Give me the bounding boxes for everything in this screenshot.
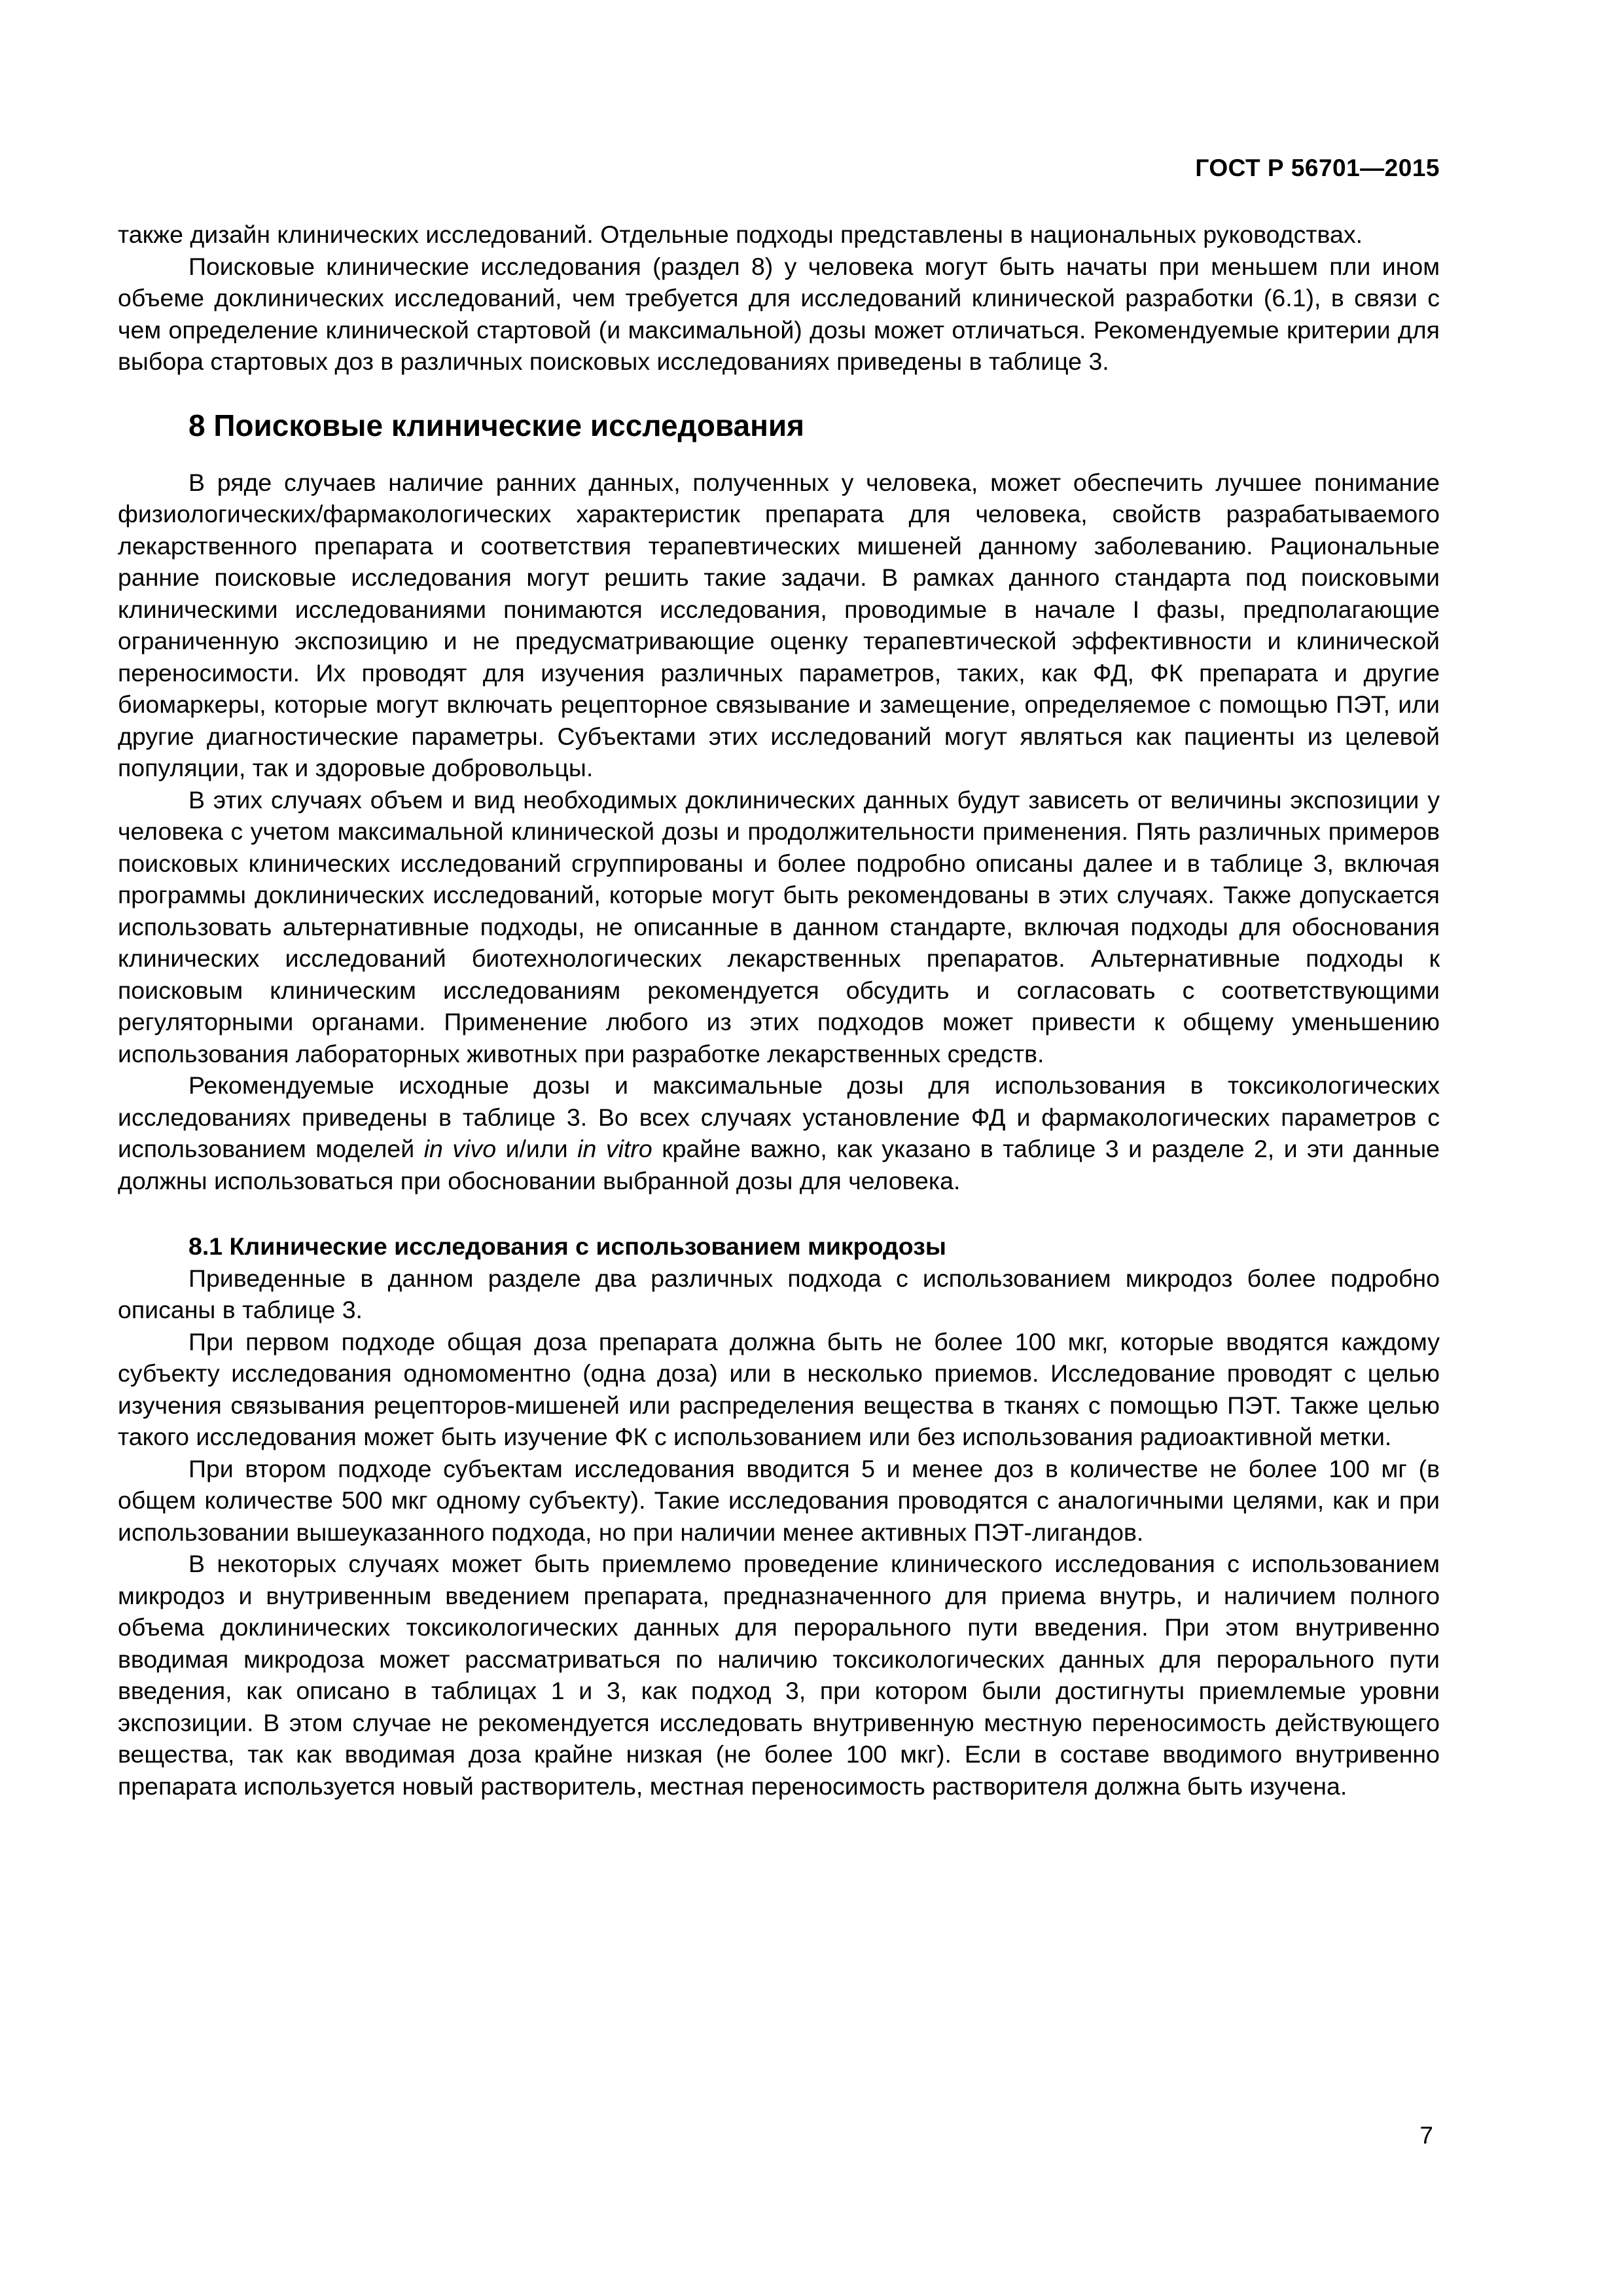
p3-text-b: и/или (496, 1135, 578, 1162)
intro-paragraph-1: также дизайн клинических исследований. Отдельные подходы представлены в национальных руководствах. (118, 221, 1363, 248)
section-8-paragraph-2: В этих случаях объем и вид необходимых доклинических данных будут зависеть от величины экспозиции у человека с учетом максимальной клинической дозы и продолжительности применения. Пять различных примеров поисковых клинических исследований сгруппированы и более подробно описаны далее и в таблице 3, включая программы доклинических исследований, которые могут быть рекомендованы в этих случаях. Также допускается использовать альтернативные подходы, не описанные в данном стандарте, включая подходы для обоснования клинических исследований биотехнологических лекарственных препаратов. Альтернативные подходы к поисковым клиническим исследованиям рекомендуется обсудить и согласовать с соответствующими регуляторными органами. Применение любого из этих подходов может привести к общему уменьшению использования лабораторных животных при разработке лекарственных средств. (118, 785, 1440, 1067)
page-number: 7 (1419, 2122, 1433, 2149)
p3-text-a: Рекомендуемые исходные дозы и максимальные дозы для использования в токсикологических исследованиях приведены в таблице 3. Во всех случаях установление ФД и фармакологических параметров с использованием моделей (118, 1071, 1440, 1162)
section-8-1-paragraph-4: В некоторых случаях может быть приемлемо проведение клинического исследования с использованием микродоз и внутривенным введением препарата, предназначенного для приема внутрь, и наличием полного объема доклинических токсикологических данных для перорального пути введения. При этом внутривенно вводимая микродоза может рассматриваться по наличию токсикологических данных для перорального пути введения, как описано в таблицах 1 и 3, как подход 3, при котором были достигнуты приемлемые уровни экспозиции. В этом случае не рекомендуется исследовать внутривенную местную переносимость действующего вещества, так как вводимая доза крайне низкая (не более 100 мкг). Если в составе вводимого внутривенно препарата используется новый растворитель, местная переносимость растворителя должна быть изучена. (118, 1550, 1440, 1800)
section-8-1-paragraph-1: Приведенные в данном разделе два различных подхода с использованием микродоз более подробно описаны в таблице 3. (118, 1264, 1440, 1323)
document-body (118, 219, 1440, 1802)
intro-paragraph-2: Поисковые клинические исследования (раздел 8) у человека могут быть начаты при меньшем пли ином объеме доклинических исследований, чем требуется для исследований клинической разработки (6.1), в связи с чем определение клинической стартовой (и максимальной) дозы может отличаться. Рекомендуемые критерии для выбора стартовых доз в различных поисковых исследованиях приведены в таблице 3. (118, 252, 1440, 375)
section-8-1-paragraph-2: При первом подходе общая доза препарата должна быть не более 100 мкг, которые вводятся каждому субъекту исследования одномоментно (одна доза) или в несколько приемов. Исследование проводят с целью изучения связывания рецепторов-мишеней или распределения вещества в тканях с помощью ПЭТ. Также целью такого исследования может быть изучение ФК с использованием или без использования радиоактивной метки. (118, 1327, 1440, 1450)
section-8-heading: 8 Поисковые клинические исследования (188, 408, 805, 442)
section-8-paragraph-3 (118, 1069, 1440, 1196)
in-vivo-term: in vivo (423, 1135, 497, 1162)
section-8-paragraph-1: В ряде случаев наличие ранних данных, полученных у человека, может обеспечить лучшее понимание физиологических/фармакологических характеристик препарата для человека, свойств разрабатываемого лекарственного препарата и соответствия терапевтических мишеней данному заболеванию. Рациональные ранние поисковые исследования могут решить такие задачи. В рамках данного стандарта под поисковыми клиническими исследованиями понимаются исследования, проводимые в начале I фазы, предполагающие ограниченную экспозицию и не предусматривающие оценку терапевтической эффективности и клинической переносимости. Их проводят для изучения различных параметров, таких, как ФД, ФК препарата и другие биомаркеры, которые могут включать рецепторное связывание и замещение, определяемое с помощью ПЭТ, или другие диагностические параметры. Субъектами этих исследований могут являться как пациенты из целевой популяции, так и здоровые добровольцы. (118, 468, 1440, 781)
p3-text-c: крайне важно, как указано в таблице 3 и разделе 2, и эти данные должны использоваться при обосновании выбранной дозы для человека. (118, 1135, 1440, 1194)
section-8-1-heading: 8.1 Клинические исследования с использованием микродозы (188, 1232, 946, 1260)
in-vitro-term: in vitro (577, 1135, 652, 1162)
section-8-1-paragraph-3: При втором подходе субъектам исследования вводится 5 и менее доз в количестве не более 100 мг (в общем количестве 500 мкг одному субъекту). Такие исследования проводятся с аналогичными целями, как и при использовании вышеуказанного подхода, но при наличии менее активных ПЭТ-лигандов. (118, 1454, 1440, 1546)
document-code: ГОСТ Р 56701—2015 (1195, 154, 1440, 181)
